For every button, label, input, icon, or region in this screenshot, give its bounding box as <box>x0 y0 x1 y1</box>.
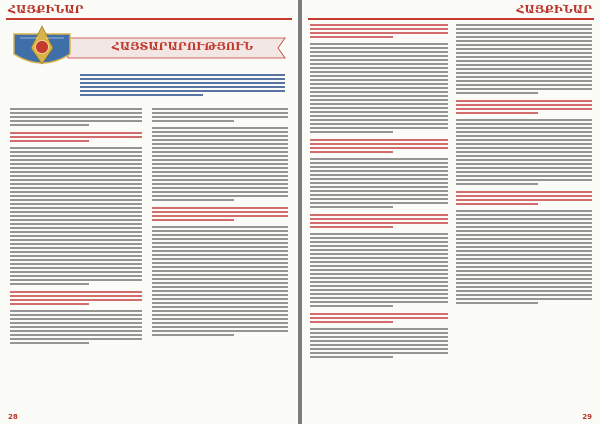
announcement-subheading <box>80 74 285 102</box>
right-page-header <box>302 0 600 20</box>
page-number-left: 28 <box>8 413 18 421</box>
right-page <box>302 0 600 424</box>
page-number-right: 29 <box>582 413 592 421</box>
left-column-1 <box>10 108 142 346</box>
publication-logo-left: ՀԱՅՔԻՆԱՐ <box>8 3 84 16</box>
right-column-1 <box>310 24 448 360</box>
header-rule-left <box>6 18 292 20</box>
publication-logo-right: ՀԱՅՔԻՆԱՐ <box>516 3 592 16</box>
right-column-2 <box>456 24 592 306</box>
left-page <box>0 0 298 424</box>
left-page-header <box>0 0 298 20</box>
left-column-2 <box>152 108 288 338</box>
announcement-title: ՀԱՅՏԱՐԱՐՈՒԹՅՈՒՆ <box>111 40 254 53</box>
left-page-footer <box>0 412 298 422</box>
right-page-footer <box>302 412 600 422</box>
military-emblem-icon <box>14 26 70 64</box>
announcement-banner <box>10 24 290 72</box>
header-rule-right <box>308 18 594 20</box>
